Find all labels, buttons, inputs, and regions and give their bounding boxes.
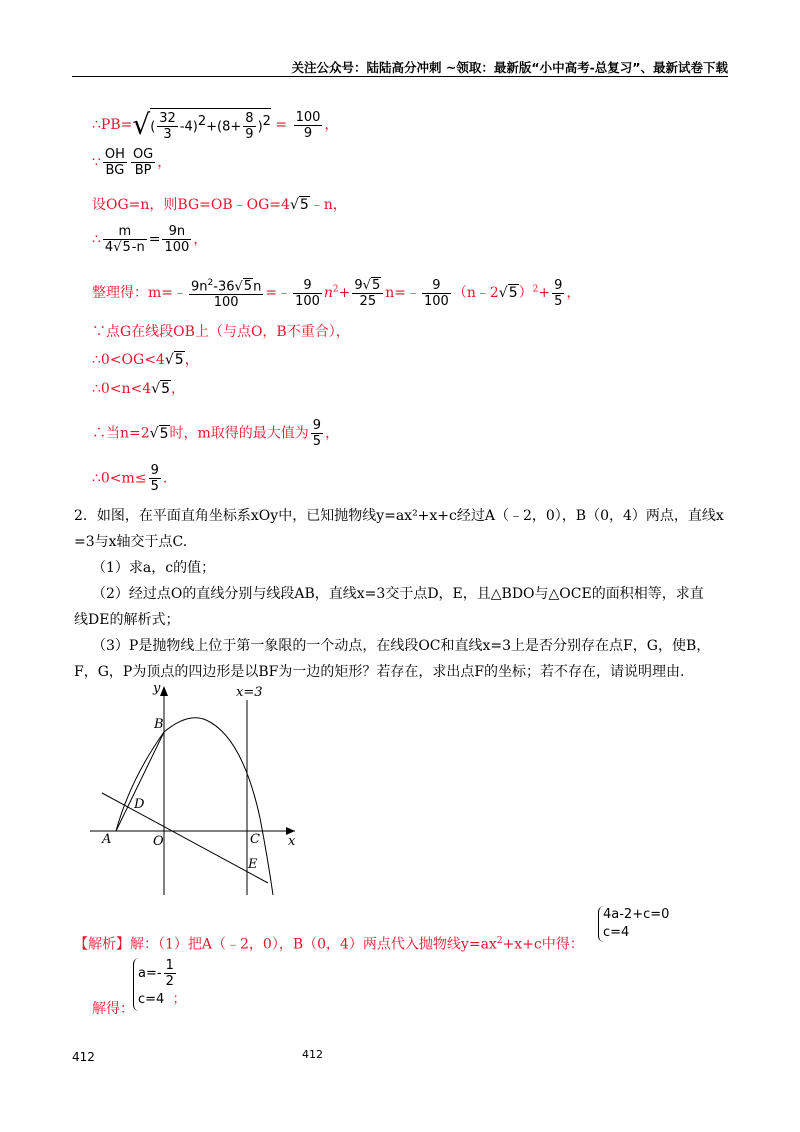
simp-eq1: =﹣ — [265, 285, 292, 302]
pb-label: ∴PB= — [92, 117, 133, 133]
max-frac — [311, 418, 323, 449]
max-sqrt: √5 — [149, 425, 169, 442]
range-n-b: ， — [171, 381, 186, 397]
system-2-frac-den: 2 — [165, 974, 174, 989]
m-frac-eq: = — [148, 231, 161, 248]
simp-f4-num: 9 — [422, 278, 451, 294]
system-2-frac-num: 1 — [165, 958, 174, 973]
simplify-frac-1 — [189, 276, 263, 310]
because-g-on-ob: ∵点G在线段OB上（与点O，B不重合）， — [92, 324, 350, 340]
pb-line — [92, 108, 338, 142]
9n-frac-den: 100 — [164, 240, 190, 255]
simp-f3-sqrt: √5 — [362, 277, 381, 293]
solve-label: 解得： — [92, 1001, 134, 1017]
m-frac-den-b: -n — [131, 240, 145, 255]
analysis-text-b: +x+c中得： — [502, 936, 584, 953]
simp-f3-den: 25 — [359, 293, 377, 309]
range-og-line — [92, 351, 199, 369]
simp-f4-den: 100 — [424, 293, 449, 309]
simplify-frac-3 — [352, 278, 383, 309]
system-2-frac — [164, 958, 176, 989]
pb-paren-open: ( — [150, 119, 156, 135]
simp-mid3-radicand: 5 — [508, 285, 518, 302]
ratio-frac-2-num: OG — [132, 147, 154, 162]
9n-frac-num: 9n — [162, 224, 191, 240]
range-n-sqrt: √5 — [151, 381, 171, 397]
label-b: B — [154, 717, 164, 732]
system-1-eq1: 4a-2+c=0 — [603, 907, 670, 922]
pb-paren-close: ) — [257, 119, 263, 135]
pb-frac-2-den: 9 — [245, 127, 254, 142]
m-frac-den — [103, 240, 147, 255]
m-frac-sqrt: √5 — [113, 240, 131, 255]
max-line — [92, 418, 339, 449]
9n-frac — [162, 224, 191, 255]
set-og-sqrt: √5 — [289, 197, 309, 213]
simplify-frac-2 — [293, 278, 322, 309]
problem2-q2a: （2）经过点O的直线分别与线段AB，直线x=3交于点D，E，且△BDO与△OCE的面积相等，求直 — [92, 586, 704, 602]
ratio-frac-1 — [103, 147, 127, 178]
ratio-tail: ， — [157, 154, 172, 171]
set-og-radicand: 5 — [299, 197, 309, 213]
pb-result-num: 100 — [295, 109, 321, 125]
problem2-q3a: （3）P是抛物线上位于第一象限的一个动点，在线段OC和直线x=3上是否分别存在点F，G，使B， — [92, 638, 711, 654]
simplify-label: 整理得：m=﹣ — [92, 285, 188, 302]
system-2-brace — [133, 958, 186, 1011]
pb-radicand — [150, 108, 271, 142]
system-2-eq2-text: c=4 — [138, 992, 165, 1007]
label-y: y — [153, 681, 161, 696]
problem2-line2: =3与x轴交于点C. — [74, 534, 188, 550]
because-sym: ∵ — [92, 154, 101, 171]
simp-mid3: （n﹣2 — [452, 285, 499, 302]
because-ratio-line — [92, 147, 171, 178]
m-frac-radicand: 5 — [122, 240, 131, 255]
problem2-q3b: F，G，P为顶点的四边形是以BF为一边的矩形？若存在，求出点F的坐标；若不存在，请说明理由. — [74, 664, 685, 680]
simplify-frac-4 — [422, 278, 451, 309]
simp-num-a: 9n — [191, 279, 208, 295]
final-tail: . — [162, 470, 168, 487]
pb-result-den: 9 — [303, 125, 313, 141]
simp-f5-den: 5 — [554, 293, 563, 309]
page-number-center: 412 — [302, 1048, 323, 1061]
problem2-q1: （1）求a，c的值； — [92, 560, 216, 576]
simplify-frac-5 — [552, 278, 564, 309]
system-1-eq2: c=4 — [603, 925, 630, 940]
simp-mid1-sup: 2 — [332, 284, 339, 295]
simp-f2-den: 100 — [295, 293, 320, 309]
simp-mid1: n — [323, 285, 333, 302]
simp-mid2: n=﹣ — [385, 285, 420, 302]
system-2 — [133, 958, 186, 1011]
pb-frac-1-num: 32 — [159, 111, 176, 126]
range-n-line — [92, 380, 185, 398]
pb-tail: ， — [324, 117, 339, 133]
label-a: A — [102, 832, 112, 847]
solve-tail: ； — [172, 992, 186, 1007]
simp-mid3-sqrt: √5 — [498, 285, 518, 302]
pb-plus8: +(8+ — [206, 119, 242, 135]
label-o: O — [153, 834, 164, 849]
simplify-frac-1-num — [189, 276, 263, 295]
set-og-text-b: ﹣n， — [309, 197, 347, 213]
max-frac-num: 9 — [312, 418, 322, 433]
max-frac-den: 5 — [312, 434, 322, 449]
set-og-line — [92, 196, 347, 214]
simp-mid3-sup: 2 — [532, 284, 539, 295]
label-d: D — [134, 797, 145, 812]
problem2-q2b: 线DE的解析式； — [74, 612, 180, 628]
header-rule — [72, 76, 728, 77]
max-tail: ， — [325, 425, 340, 442]
final-frac — [149, 463, 161, 494]
pb-frac-2 — [243, 111, 255, 142]
simp-num-c: n — [253, 279, 262, 295]
simp-f3-num — [352, 278, 383, 294]
y-axis-arrow — [160, 686, 168, 696]
simp-num-sup: 2 — [207, 278, 214, 288]
line-de — [102, 793, 268, 883]
pb-sq2: 2 — [262, 113, 271, 129]
m-frac — [103, 224, 147, 255]
simp-mid3b: ） — [518, 285, 533, 302]
m-frac-num: m — [103, 224, 147, 240]
range-og-a: ∴0<OG<4 — [92, 352, 165, 368]
simp-f3-num-a: 9 — [354, 277, 363, 293]
pb-frac-1-den: 3 — [163, 127, 172, 142]
simp-f3-radicand: 5 — [371, 277, 381, 293]
simplify-line — [92, 276, 580, 310]
page-number-left: 412 — [72, 1050, 95, 1064]
line-ab — [116, 732, 164, 831]
range-n-radicand: 5 — [161, 381, 171, 397]
simp-mid3c: + — [538, 285, 551, 302]
system-2-eq1 — [138, 958, 186, 989]
page-header: 关注公众号：陆陆高分冲刺 ~领取：最新版“小中高考-总复习”、最新试卷下载 — [291, 60, 728, 75]
label-x3: x=3 — [236, 685, 263, 700]
system-2-eq1-a: a=- — [138, 966, 162, 981]
final-a: ∴0<m≤ — [92, 470, 147, 487]
ratio-frac-1-num: OH — [104, 147, 125, 162]
therefore-ratio-line — [92, 224, 207, 255]
label-x: x — [288, 834, 296, 849]
ratio-frac-1-den: BG — [105, 163, 125, 178]
pb-eq: = — [275, 117, 288, 133]
max-radicand: 5 — [159, 425, 169, 442]
simp-f5-num: 9 — [554, 277, 563, 293]
simp-f2-num: 9 — [293, 278, 322, 294]
simp-mid1b: + — [338, 285, 351, 302]
pb-minus4: -4) — [179, 119, 198, 135]
pb-frac-2-num: 8 — [245, 111, 254, 126]
simp-num-sqrt: √5 — [234, 279, 253, 295]
simplify-frac-1-den: 100 — [213, 295, 239, 311]
simp-num-radicand: 5 — [243, 279, 253, 295]
system-1-brace — [598, 906, 669, 942]
problem2-line1: 2．如图，在平面直角坐标系xOy中，已知抛物线y=ax²+x+c经过A（﹣2，0），B（0，4）两点，直线x — [74, 508, 724, 524]
max-a: ∴当n=2 — [92, 425, 150, 442]
pb-result — [294, 110, 323, 141]
analysis-text-a: 解：（1）把A（﹣2，0），B（0，4）两点代入抛物线y=ax — [130, 936, 497, 953]
system-2-eq2 — [138, 989, 186, 1011]
analysis-sup: 2 — [496, 936, 503, 946]
label-e: E — [248, 857, 258, 872]
simp-num-b: -36 — [213, 279, 235, 295]
simp-tail: ， — [566, 285, 581, 302]
range-og-b: ， — [184, 352, 199, 368]
analysis-tag: 【解析】 — [74, 936, 130, 953]
m-frac-den-a: 4 — [104, 240, 114, 255]
max-b: 时，m取得的最大值为 — [169, 425, 309, 442]
final-frac-num: 9 — [150, 463, 159, 478]
ratio-frac-2 — [131, 147, 155, 178]
pb-frac-1 — [157, 111, 178, 142]
range-og-sqrt: √5 — [164, 352, 184, 368]
analysis-line — [74, 932, 584, 954]
final-range-line — [92, 463, 167, 494]
set-og-text-a: 设OG=n，则BG=OB﹣OG=4 — [92, 197, 290, 213]
ratio-frac-2-den: BP — [134, 163, 152, 178]
sqrt-sign: √ — [132, 108, 151, 141]
final-frac-den: 5 — [150, 479, 159, 494]
system-1 — [598, 906, 669, 942]
label-c: C — [250, 832, 260, 847]
range-n-a: ∴0<n<4 — [92, 381, 152, 397]
therefore-ratio-tail: ， — [193, 231, 208, 248]
range-og-radicand: 5 — [174, 352, 184, 368]
therefore-sym: ∴ — [92, 231, 101, 248]
parabola-figure — [90, 680, 310, 900]
pb-sq1: 2 — [197, 113, 207, 129]
